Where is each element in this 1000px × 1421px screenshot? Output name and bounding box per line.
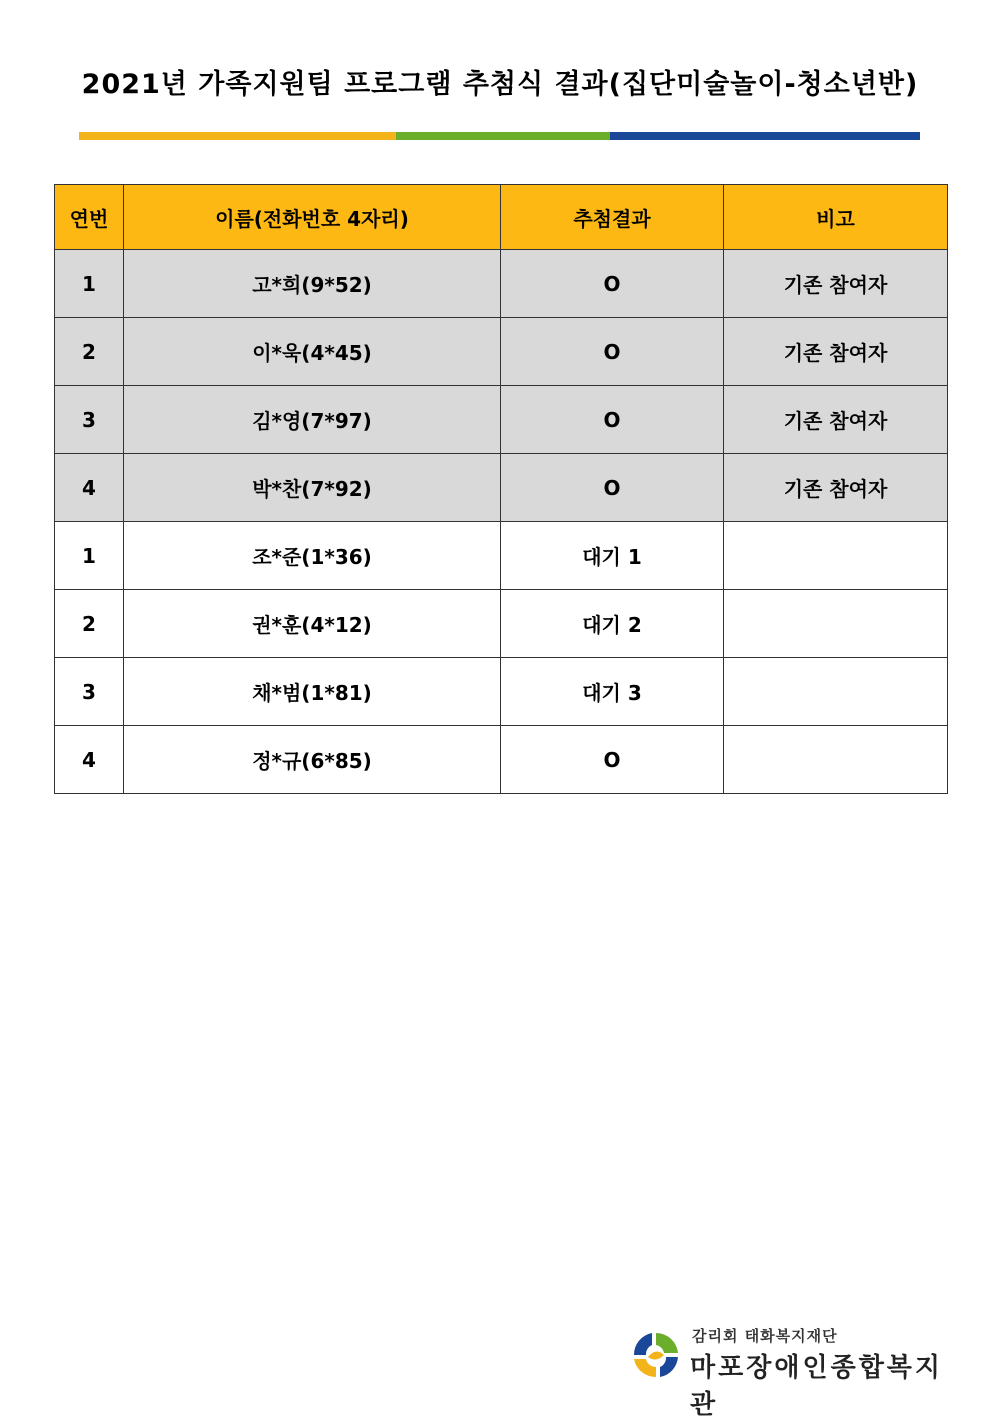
cell-no: 3 — [55, 658, 124, 726]
cell-no: 1 — [55, 250, 124, 318]
organization-logo — [630, 1325, 960, 1420]
table-row — [55, 590, 948, 658]
header-name: 이름(전화번호 4자리) — [124, 185, 501, 250]
cell-no: 4 — [55, 454, 124, 522]
header-result: 추첨결과 — [501, 185, 724, 250]
cell-name: 고*희(9*52) — [124, 250, 501, 318]
cell-note — [724, 590, 948, 658]
cell-result: 대기 1 — [501, 522, 724, 590]
cell-note: 기존 참여자 — [724, 250, 948, 318]
cell-name: 채*범(1*81) — [124, 658, 501, 726]
cell-note — [724, 726, 948, 794]
cell-result: O — [501, 726, 724, 794]
cell-name: 권*훈(4*12) — [124, 590, 501, 658]
cell-no: 3 — [55, 386, 124, 454]
cell-result: O — [501, 386, 724, 454]
table-row — [55, 726, 948, 794]
header-note: 비고 — [724, 185, 948, 250]
cell-no: 2 — [55, 590, 124, 658]
cell-result: O — [501, 250, 724, 318]
table-header-row — [55, 185, 948, 250]
cell-result: 대기 3 — [501, 658, 724, 726]
title-underline-blue — [610, 132, 920, 140]
cell-result: 대기 2 — [501, 590, 724, 658]
page-title: 2021년 가족지원팀 프로그램 추첨식 결과(집단미술놀이-청소년반) — [81, 69, 919, 100]
cell-no: 2 — [55, 318, 124, 386]
cell-name: 김*영(7*97) — [124, 386, 501, 454]
cell-result: O — [501, 318, 724, 386]
cell-note: 기존 참여자 — [724, 318, 948, 386]
table-row — [55, 658, 948, 726]
header-no: 연번 — [55, 185, 124, 250]
title-underline-yellow — [79, 132, 396, 140]
cell-note: 기존 참여자 — [724, 386, 948, 454]
cell-no: 1 — [55, 522, 124, 590]
organization-logo-icon — [630, 1329, 682, 1381]
cell-note — [724, 522, 948, 590]
logo-name: 마포장애인종합복지관 — [690, 1353, 944, 1420]
table-row — [55, 386, 948, 454]
table-row — [55, 250, 948, 318]
logo-subtitle: 감리회 태화복지재단 — [692, 1327, 838, 1345]
title-underline-green — [396, 132, 610, 140]
cell-name: 박*찬(7*92) — [124, 454, 501, 522]
table-row — [55, 318, 948, 386]
cell-name: 이*욱(4*45) — [124, 318, 501, 386]
cell-note — [724, 658, 948, 726]
cell-result: O — [501, 454, 724, 522]
cell-no: 4 — [55, 726, 124, 794]
cell-name: 정*규(6*85) — [124, 726, 501, 794]
table-row — [55, 522, 948, 590]
results-table — [54, 184, 948, 794]
cell-note: 기존 참여자 — [724, 454, 948, 522]
cell-name: 조*준(1*36) — [124, 522, 501, 590]
table-row — [55, 454, 948, 522]
